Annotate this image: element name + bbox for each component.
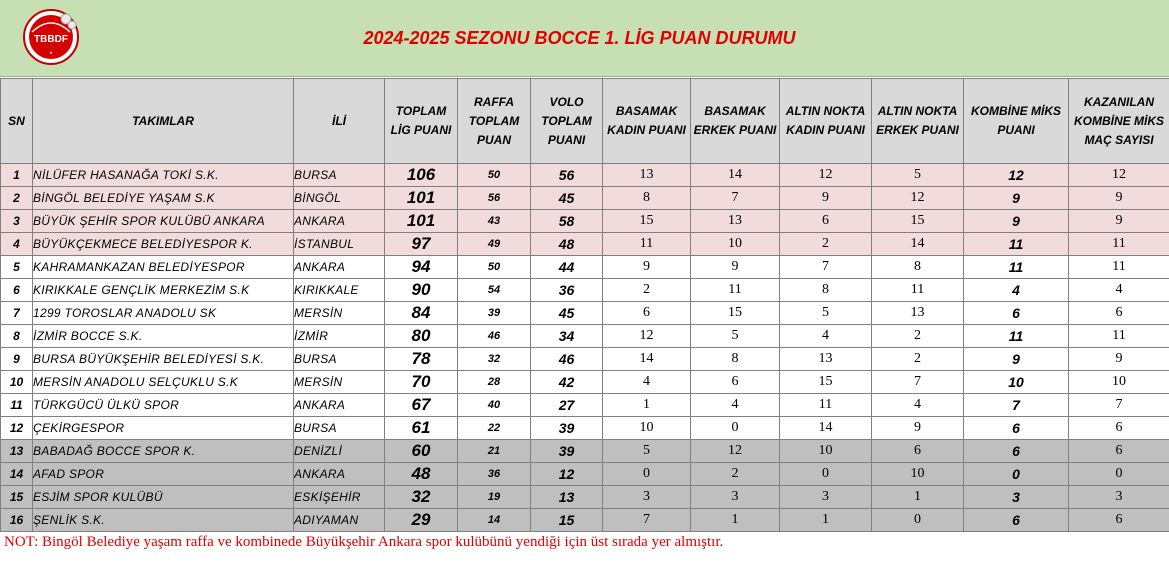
basamak-erkek-cell: 2	[691, 463, 780, 486]
total-points-cell: 78	[385, 348, 458, 371]
kombine-points-cell: 6	[964, 440, 1069, 463]
volo-points-cell: 42	[531, 371, 603, 394]
volo-points-cell: 27	[531, 394, 603, 417]
raffa-points-cell: 43	[458, 210, 531, 233]
team-name-cell: NİLÜFER HASANAĞA TOKİ S.K.	[33, 164, 294, 187]
table-row	[1, 164, 1169, 187]
basamak-erkek-cell: 8	[691, 348, 780, 371]
basamak-kadin-cell: 14	[603, 348, 691, 371]
raffa-points-cell: 32	[458, 348, 531, 371]
basamak-erkek-cell: 4	[691, 394, 780, 417]
volo-points-cell: 12	[531, 463, 603, 486]
table-row	[1, 486, 1169, 509]
altin-erkek-cell: 2	[872, 348, 964, 371]
altin-erkek-cell: 12	[872, 187, 964, 210]
basamak-kadin-cell: 15	[603, 210, 691, 233]
basamak-kadin-cell: 4	[603, 371, 691, 394]
city-cell: ANKARA	[294, 463, 385, 486]
altin-kadin-cell: 12	[780, 164, 872, 187]
raffa-points-cell: 14	[458, 509, 531, 532]
raffa-points-cell: 54	[458, 279, 531, 302]
table-row	[1, 279, 1169, 302]
team-name-cell: BÜYÜK ŞEHİR SPOR KULÜBÜ ANKARA	[33, 210, 294, 233]
total-points-cell: 101	[385, 187, 458, 210]
raffa-points-cell: 39	[458, 302, 531, 325]
city-cell: BURSA	[294, 348, 385, 371]
total-points-cell: 48	[385, 463, 458, 486]
team-name-cell: MERSİN ANADOLU SELÇUKLU S.K	[33, 371, 294, 394]
basamak-kadin-cell: 0	[603, 463, 691, 486]
altin-erkek-cell: 4	[872, 394, 964, 417]
col-header-total: TOPLAM LİG PUANI	[385, 79, 458, 164]
altin-erkek-cell: 7	[872, 371, 964, 394]
altin-kadin-cell: 0	[780, 463, 872, 486]
basamak-kadin-cell: 12	[603, 325, 691, 348]
basamak-kadin-cell: 10	[603, 417, 691, 440]
rank-cell: 12	[1, 417, 33, 440]
rank-cell: 9	[1, 348, 33, 371]
altin-erkek-cell: 5	[872, 164, 964, 187]
city-cell: ANKARA	[294, 394, 385, 417]
rank-cell: 14	[1, 463, 33, 486]
volo-points-cell: 45	[531, 187, 603, 210]
city-cell: ANKARA	[294, 256, 385, 279]
table-row	[1, 302, 1169, 325]
kombine-points-cell: 9	[964, 187, 1069, 210]
basamak-erkek-cell: 10	[691, 233, 780, 256]
rank-cell: 13	[1, 440, 33, 463]
team-name-cell: BÜYÜKÇEKMECE BELEDİYESPOR K.	[33, 233, 294, 256]
altin-kadin-cell: 13	[780, 348, 872, 371]
basamak-kadin-cell: 6	[603, 302, 691, 325]
team-name-cell: 1299 TOROSLAR ANADOLU SK	[33, 302, 294, 325]
basamak-erkek-cell: 15	[691, 302, 780, 325]
basamak-kadin-cell: 9	[603, 256, 691, 279]
altin-erkek-cell: 0	[872, 509, 964, 532]
table-row	[1, 509, 1169, 532]
total-points-cell: 32	[385, 486, 458, 509]
volo-points-cell: 44	[531, 256, 603, 279]
rank-cell: 11	[1, 394, 33, 417]
table-row	[1, 348, 1169, 371]
team-name-cell: KIRIKKALE GENÇLİK MERKEZİM S.K	[33, 279, 294, 302]
altin-kadin-cell: 2	[780, 233, 872, 256]
basamak-kadin-cell: 11	[603, 233, 691, 256]
table-row	[1, 210, 1169, 233]
altin-erkek-cell: 11	[872, 279, 964, 302]
rank-cell: 8	[1, 325, 33, 348]
table-row	[1, 417, 1169, 440]
raffa-points-cell: 49	[458, 233, 531, 256]
rank-cell: 15	[1, 486, 33, 509]
col-header-kombine: KOMBİNE MİKS PUANI	[964, 79, 1069, 164]
total-points-cell: 70	[385, 371, 458, 394]
kazanilan-mac-cell: 6	[1069, 417, 1169, 440]
col-header-sn: SN	[1, 79, 33, 164]
volo-points-cell: 13	[531, 486, 603, 509]
kombine-points-cell: 12	[964, 164, 1069, 187]
total-points-cell: 97	[385, 233, 458, 256]
altin-erkek-cell: 13	[872, 302, 964, 325]
footnote: NOT: Bingöl Belediye yaşam raffa ve kombinede Büyükşehir Ankara spor kulübünü yendiği için üst sırada yer almıştır.	[4, 534, 724, 550]
standings-table	[0, 78, 1169, 532]
team-name-cell: AFAD SPOR	[33, 463, 294, 486]
altin-erkek-cell: 1	[872, 486, 964, 509]
basamak-erkek-cell: 3	[691, 486, 780, 509]
altin-erkek-cell: 14	[872, 233, 964, 256]
kombine-points-cell: 7	[964, 394, 1069, 417]
team-name-cell: ESJİM SPOR KULÜBÜ	[33, 486, 294, 509]
altin-kadin-cell: 9	[780, 187, 872, 210]
kazanilan-mac-cell: 4	[1069, 279, 1169, 302]
table-row	[1, 394, 1169, 417]
city-cell: ANKARA	[294, 210, 385, 233]
basamak-erkek-cell: 7	[691, 187, 780, 210]
kazanilan-mac-cell: 6	[1069, 509, 1169, 532]
city-cell: ESKİŞEHİR	[294, 486, 385, 509]
city-cell: İZMİR	[294, 325, 385, 348]
rank-cell: 4	[1, 233, 33, 256]
team-name-cell: BURSA BÜYÜKŞEHİR BELEDİYESİ S.K.	[33, 348, 294, 371]
col-header-altin-kadin: ALTIN NOKTA KADIN PUANI	[780, 79, 872, 164]
kazanilan-mac-cell: 6	[1069, 440, 1169, 463]
kombine-points-cell: 11	[964, 233, 1069, 256]
kombine-points-cell: 4	[964, 279, 1069, 302]
table-row	[1, 325, 1169, 348]
altin-erkek-cell: 2	[872, 325, 964, 348]
team-name-cell: BABADAĞ BOCCE SPOR K.	[33, 440, 294, 463]
basamak-erkek-cell: 13	[691, 210, 780, 233]
altin-erkek-cell: 8	[872, 256, 964, 279]
altin-kadin-cell: 3	[780, 486, 872, 509]
kombine-points-cell: 11	[964, 256, 1069, 279]
total-points-cell: 101	[385, 210, 458, 233]
city-cell: İSTANBUL	[294, 233, 385, 256]
team-name-cell: BİNGÖL BELEDİYE YAŞAM S.K	[33, 187, 294, 210]
table-row	[1, 187, 1169, 210]
raffa-points-cell: 56	[458, 187, 531, 210]
basamak-kadin-cell: 7	[603, 509, 691, 532]
kombine-points-cell: 0	[964, 463, 1069, 486]
raffa-points-cell: 19	[458, 486, 531, 509]
rank-cell: 1	[1, 164, 33, 187]
altin-kadin-cell: 15	[780, 371, 872, 394]
basamak-erkek-cell: 14	[691, 164, 780, 187]
kazanilan-mac-cell: 12	[1069, 164, 1169, 187]
col-header-volo: VOLO TOPLAM PUANI	[531, 79, 603, 164]
volo-points-cell: 15	[531, 509, 603, 532]
basamak-kadin-cell: 2	[603, 279, 691, 302]
volo-points-cell: 48	[531, 233, 603, 256]
header-bar	[0, 0, 1169, 77]
rank-cell: 16	[1, 509, 33, 532]
city-cell: DENİZLİ	[294, 440, 385, 463]
basamak-kadin-cell: 1	[603, 394, 691, 417]
city-cell: MERSİN	[294, 302, 385, 325]
altin-kadin-cell: 4	[780, 325, 872, 348]
altin-kadin-cell: 14	[780, 417, 872, 440]
altin-kadin-cell: 6	[780, 210, 872, 233]
table-row	[1, 233, 1169, 256]
total-points-cell: 67	[385, 394, 458, 417]
total-points-cell: 94	[385, 256, 458, 279]
volo-points-cell: 56	[531, 164, 603, 187]
volo-points-cell: 58	[531, 210, 603, 233]
kombine-points-cell: 10	[964, 371, 1069, 394]
kazanilan-mac-cell: 9	[1069, 187, 1169, 210]
altin-erkek-cell: 9	[872, 417, 964, 440]
city-cell: ADIYAMAN	[294, 509, 385, 532]
raffa-points-cell: 22	[458, 417, 531, 440]
city-cell: BURSA	[294, 164, 385, 187]
rank-cell: 5	[1, 256, 33, 279]
basamak-erkek-cell: 5	[691, 325, 780, 348]
col-header-teams: TAKIMLAR	[33, 79, 294, 164]
volo-points-cell: 46	[531, 348, 603, 371]
kazanilan-mac-cell: 0	[1069, 463, 1169, 486]
kazanilan-mac-cell: 3	[1069, 486, 1169, 509]
altin-kadin-cell: 5	[780, 302, 872, 325]
svg-text:TBBDF: TBBDF	[34, 34, 68, 45]
altin-kadin-cell: 10	[780, 440, 872, 463]
raffa-points-cell: 50	[458, 256, 531, 279]
city-cell: BİNGÖL	[294, 187, 385, 210]
volo-points-cell: 45	[531, 302, 603, 325]
svg-text:★: ★	[49, 50, 53, 55]
altin-kadin-cell: 7	[780, 256, 872, 279]
total-points-cell: 60	[385, 440, 458, 463]
table-row	[1, 371, 1169, 394]
kombine-points-cell: 6	[964, 302, 1069, 325]
raffa-points-cell: 21	[458, 440, 531, 463]
volo-points-cell: 39	[531, 417, 603, 440]
rank-cell: 10	[1, 371, 33, 394]
kazanilan-mac-cell: 7	[1069, 394, 1169, 417]
raffa-points-cell: 50	[458, 164, 531, 187]
team-name-cell: TÜRKGÜCÜ ÜLKÜ SPOR	[33, 394, 294, 417]
col-header-basamak-kadin: BASAMAK KADIN PUANI	[603, 79, 691, 164]
table-row	[1, 440, 1169, 463]
altin-kadin-cell: 8	[780, 279, 872, 302]
table-row	[1, 256, 1169, 279]
kombine-points-cell: 11	[964, 325, 1069, 348]
kazanilan-mac-cell: 11	[1069, 325, 1169, 348]
altin-erkek-cell: 6	[872, 440, 964, 463]
team-name-cell: ŞENLİK S.K.	[33, 509, 294, 532]
kazanilan-mac-cell: 10	[1069, 371, 1169, 394]
city-cell: MERSİN	[294, 371, 385, 394]
basamak-erkek-cell: 6	[691, 371, 780, 394]
volo-points-cell: 34	[531, 325, 603, 348]
total-points-cell: 29	[385, 509, 458, 532]
basamak-kadin-cell: 5	[603, 440, 691, 463]
altin-kadin-cell: 11	[780, 394, 872, 417]
basamak-kadin-cell: 13	[603, 164, 691, 187]
altin-erkek-cell: 10	[872, 463, 964, 486]
team-name-cell: İZMİR BOCCE S.K.	[33, 325, 294, 348]
kazanilan-mac-cell: 9	[1069, 348, 1169, 371]
page-title: 2024-2025 SEZONU BOCCE 1. LİG PUAN DURUMU	[363, 28, 796, 48]
total-points-cell: 61	[385, 417, 458, 440]
basamak-erkek-cell: 0	[691, 417, 780, 440]
basamak-erkek-cell: 9	[691, 256, 780, 279]
basamak-erkek-cell: 12	[691, 440, 780, 463]
kombine-points-cell: 9	[964, 210, 1069, 233]
team-name-cell: ÇEKİRGESPOR	[33, 417, 294, 440]
basamak-erkek-cell: 11	[691, 279, 780, 302]
basamak-kadin-cell: 8	[603, 187, 691, 210]
kazanilan-mac-cell: 9	[1069, 210, 1169, 233]
city-cell: KIRIKKALE	[294, 279, 385, 302]
basamak-kadin-cell: 3	[603, 486, 691, 509]
kombine-points-cell: 3	[964, 486, 1069, 509]
col-header-city: İLİ	[294, 79, 385, 164]
altin-kadin-cell: 1	[780, 509, 872, 532]
col-header-kazanilan: KAZANILAN KOMBİNE MİKS MAÇ SAYISI	[1069, 79, 1169, 164]
col-header-altin-erkek: ALTIN NOKTA ERKEK PUANI	[872, 79, 964, 164]
kombine-points-cell: 9	[964, 348, 1069, 371]
city-cell: BURSA	[294, 417, 385, 440]
altin-erkek-cell: 15	[872, 210, 964, 233]
kazanilan-mac-cell: 6	[1069, 302, 1169, 325]
total-points-cell: 84	[385, 302, 458, 325]
basamak-erkek-cell: 1	[691, 509, 780, 532]
team-name-cell: KAHRAMANKAZAN BELEDİYESPOR	[33, 256, 294, 279]
col-header-basamak-erkek: BASAMAK ERKEK PUANI	[691, 79, 780, 164]
kombine-points-cell: 6	[964, 417, 1069, 440]
raffa-points-cell: 40	[458, 394, 531, 417]
table-header-row	[1, 79, 1169, 164]
total-points-cell: 106	[385, 164, 458, 187]
raffa-points-cell: 28	[458, 371, 531, 394]
rank-cell: 6	[1, 279, 33, 302]
kazanilan-mac-cell: 11	[1069, 233, 1169, 256]
rank-cell: 7	[1, 302, 33, 325]
rank-cell: 3	[1, 210, 33, 233]
volo-points-cell: 39	[531, 440, 603, 463]
kombine-points-cell: 6	[964, 509, 1069, 532]
volo-points-cell: 36	[531, 279, 603, 302]
table-row	[1, 463, 1169, 486]
rank-cell: 2	[1, 187, 33, 210]
raffa-points-cell: 36	[458, 463, 531, 486]
raffa-points-cell: 46	[458, 325, 531, 348]
col-header-raffa: RAFFA TOPLAM PUAN	[458, 79, 531, 164]
total-points-cell: 80	[385, 325, 458, 348]
total-points-cell: 90	[385, 279, 458, 302]
kazanilan-mac-cell: 11	[1069, 256, 1169, 279]
